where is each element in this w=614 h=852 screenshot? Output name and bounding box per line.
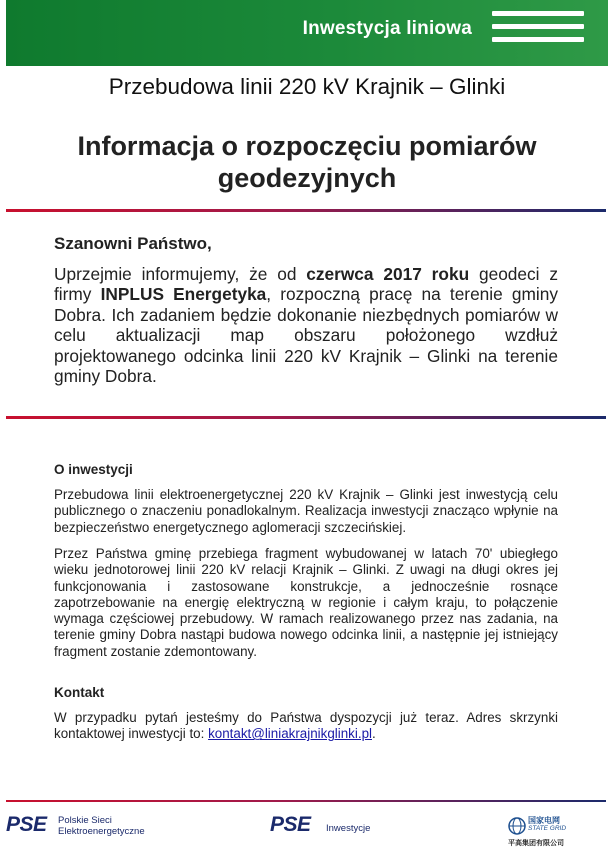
- pse-name-line-1: Polskie Sieci: [58, 815, 112, 826]
- contact-paragraph: [54, 710, 558, 743]
- pse-logo-middle: [270, 813, 311, 837]
- page-title: [0, 130, 614, 194]
- intro-text-3: , rozpoczną pracę na terenie gminy Dobra. Ich zadaniem będzie dokonanie niezbędnych pomiarów w celu aktualizacji map obszaru położonego wzdłuż projektowanego odcinka linii 220 kV Krajnik – Glinki na terenie gminy Dobra.: [54, 284, 558, 387]
- intro-company: INPLUS Energetyka: [100, 284, 267, 305]
- contact-after: .: [372, 726, 376, 742]
- greeting: Szanowni Państwo,: [54, 234, 212, 253]
- state-grid-chinese: 国家电网: [528, 816, 560, 825]
- banner-label: Inwestycja liniowa: [302, 18, 472, 39]
- about-heading: O inwestycji: [54, 462, 133, 477]
- divider-top: [6, 209, 606, 212]
- header-banner: [6, 0, 608, 66]
- contact-email-link[interactable]: kontakt@liniakrajnikglinki.pl: [208, 726, 372, 742]
- intro-paragraph: [54, 264, 558, 386]
- contact-text: W przypadku pytań jesteśmy do Państwa dyspozycji już teraz. Adres skrzynki kontaktowej inwestycji to:: [54, 710, 558, 742]
- pse-logo-middle-mark: PSE: [270, 813, 311, 836]
- page-subtitle: Przebudowa linii 220 kV Krajnik – Glinki: [108, 74, 506, 99]
- title-line-1: Informacja o rozpoczęciu pomiarów: [77, 131, 537, 161]
- state-grid-icon: [508, 817, 526, 835]
- about-paragraph-1: Przebudowa linii elektroenergetycznej 220 kV Krajnik – Glinki jest inwestycją celu publicznego o znaczeniu ponadlokalnym. Realizacja inwestycji znacząco wpłynie na bezpieczeństwo energetycznego aglomeracji szczecińskiej.: [54, 487, 558, 535]
- pse-logo-left-mark: PSE: [6, 813, 47, 836]
- footer-divider: [6, 800, 606, 802]
- state-grid-english: STATE GRID: [528, 825, 567, 832]
- divider-middle: [6, 416, 606, 419]
- contact-heading: Kontakt: [54, 685, 105, 700]
- intro-text-1: Uprzejmie informujemy, że od: [54, 264, 307, 284]
- state-grid-company: 平高集团有限公司: [508, 840, 564, 847]
- title-line-2: geodezyjnych: [217, 163, 397, 193]
- about-paragraph-2: Przez Państwa gminę przebiega fragment wybudowanej w latach 70' ubiegłego wieku jednotorowej linii 220 kV relacji Krajnik – Glinki. Z uwagi na długi okres jej funkcjonowania i zastosowane konstrukcje, a jednocześnie rosnące zapotrzebowanie na energię elektryczną w regionie i całym kraju, to połączenie wymaga częściowej przebudowy. W ramach realizowanego przez nas zadania, na terenie gminy Dobra nastąpi budowa nowego odcinka linii, a następnie jej istniejący fragment zostanie zdemontowany.: [54, 546, 558, 659]
- pse-name-line-2: Elektroenergetyczne: [58, 826, 145, 837]
- lines-icon: [492, 11, 584, 53]
- pse-logo-left: [6, 813, 47, 837]
- intro-date: czerwca 2017 roku: [306, 264, 470, 284]
- pse-inwestycje-text: Inwestycje: [326, 823, 371, 834]
- intro-text-2: geodeci z firmy: [54, 264, 558, 305]
- pse-logo-left-text: [58, 815, 145, 837]
